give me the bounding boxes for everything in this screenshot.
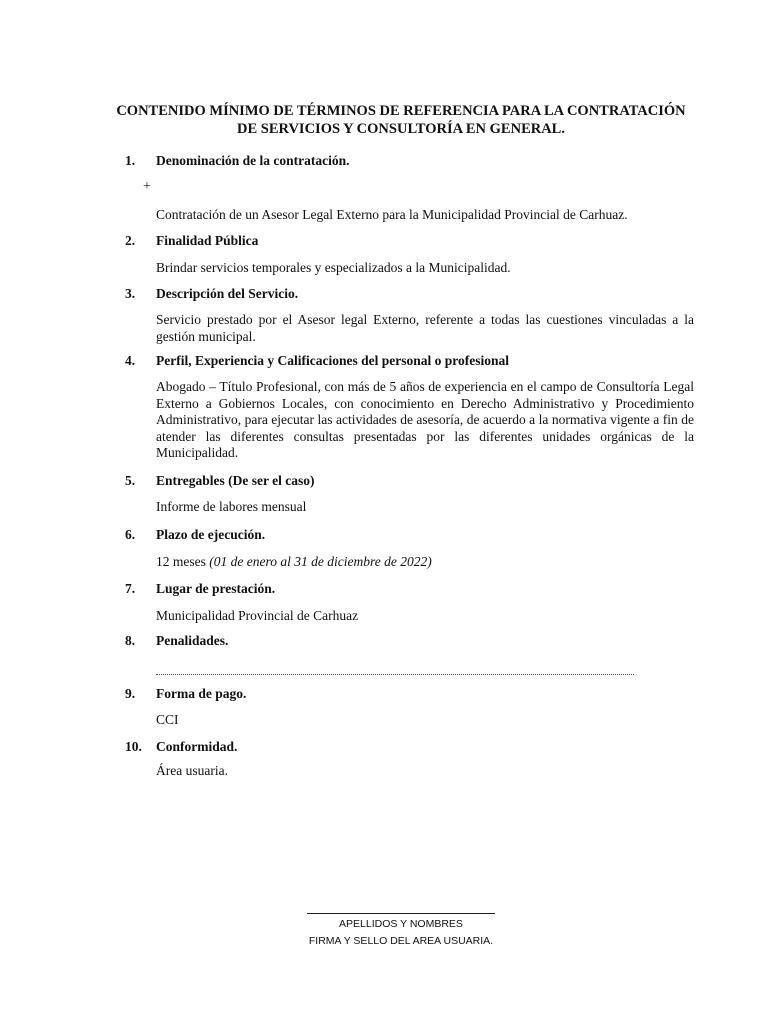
section-title: Conformidad.: [156, 739, 238, 754]
section-number: 7.: [125, 581, 136, 596]
title-line-1: CONTENIDO MÍNIMO DE TÉRMINOS DE REFERENCIA PARA LA CONTRATACIÓN: [116, 103, 686, 119]
section-7-heading: [125, 580, 695, 598]
section-number: 4.: [125, 353, 136, 368]
section-1-heading: [125, 152, 695, 170]
section-4-heading: [125, 352, 695, 370]
penalties-dotted-line: [156, 662, 634, 675]
duration-dates: (01 de enero al 31 de diciembre de 2022): [209, 554, 432, 569]
section-5-text: Informe de labores mensual: [156, 499, 307, 514]
title-line-2: DE SERVICIOS Y CONSULTORÍA EN GENERAL.: [237, 121, 565, 137]
section-5-heading: [125, 472, 695, 490]
duration-text: 12 meses: [156, 554, 206, 569]
section-8-heading: [125, 632, 695, 650]
section-9-heading: [125, 685, 695, 703]
section-title: Denominación de la contratación.: [156, 153, 350, 168]
plus-mark: +: [143, 179, 151, 194]
section-7-text: Municipalidad Provincial de Carhuaz: [156, 608, 359, 623]
section-10-heading: [125, 738, 695, 756]
signature-line: [307, 913, 495, 914]
section-title: Plazo de ejecución.: [156, 527, 266, 542]
section-2-heading: [125, 232, 695, 250]
section-10-text: Área usuaria.: [156, 763, 228, 778]
section-title: Lugar de prestación.: [156, 581, 276, 596]
section-number: 10.: [125, 739, 142, 754]
signature-name-label: APELLIDOS Y NOMBRES: [339, 918, 463, 930]
section-title: Forma de pago.: [156, 686, 247, 701]
section-number: 8.: [125, 633, 136, 648]
section-number: 9.: [125, 686, 136, 701]
section-number: 1.: [125, 153, 136, 168]
signature-stamp-label: FIRMA Y SELLO DEL AREA USUARIA.: [308, 935, 494, 947]
section-3-text: Servicio prestado por el Asesor legal Externo, referente a todas las cuestiones vinculadas a la gestión municipal.: [156, 312, 694, 344]
section-title: Descripción del Servicio.: [156, 286, 299, 301]
section-number: 6.: [125, 527, 136, 542]
section-number: 2.: [125, 233, 136, 248]
section-title: Penalidades.: [156, 633, 229, 648]
document-title: [100, 102, 702, 138]
section-6-text: [156, 554, 694, 571]
section-6-heading: [125, 526, 695, 544]
section-1-text: Contratación de un Asesor Legal Externo para la Municipalidad Provincial de Carhuaz.: [156, 207, 628, 222]
section-4-text: Abogado – Título Profesional, con más de 5 años de experiencia en el campo de Consultoría Legal Externo a Gobiernos Locales, con conocimiento en Derecho Administrativo y Procedimiento Administrativo, para ejecutar las actividades de asesoría, de acuerdo a la normativa vigente a fin de atender las diferentes consultas presentadas por las diferentes unidades orgánicas de la Municipalidad.: [156, 379, 694, 460]
section-9-text: CCI: [156, 712, 179, 727]
section-2-text: Brindar servicios temporales y especializados a la Municipalidad.: [156, 260, 511, 275]
section-title: Entregables (De ser el caso): [156, 473, 315, 488]
section-title: Perfil, Experiencia y Calificaciones del personal o profesional: [156, 353, 509, 368]
section-number: 5.: [125, 473, 136, 488]
section-title: Finalidad Pública: [156, 233, 259, 248]
section-number: 3.: [125, 286, 136, 301]
section-3-heading: [125, 285, 695, 303]
